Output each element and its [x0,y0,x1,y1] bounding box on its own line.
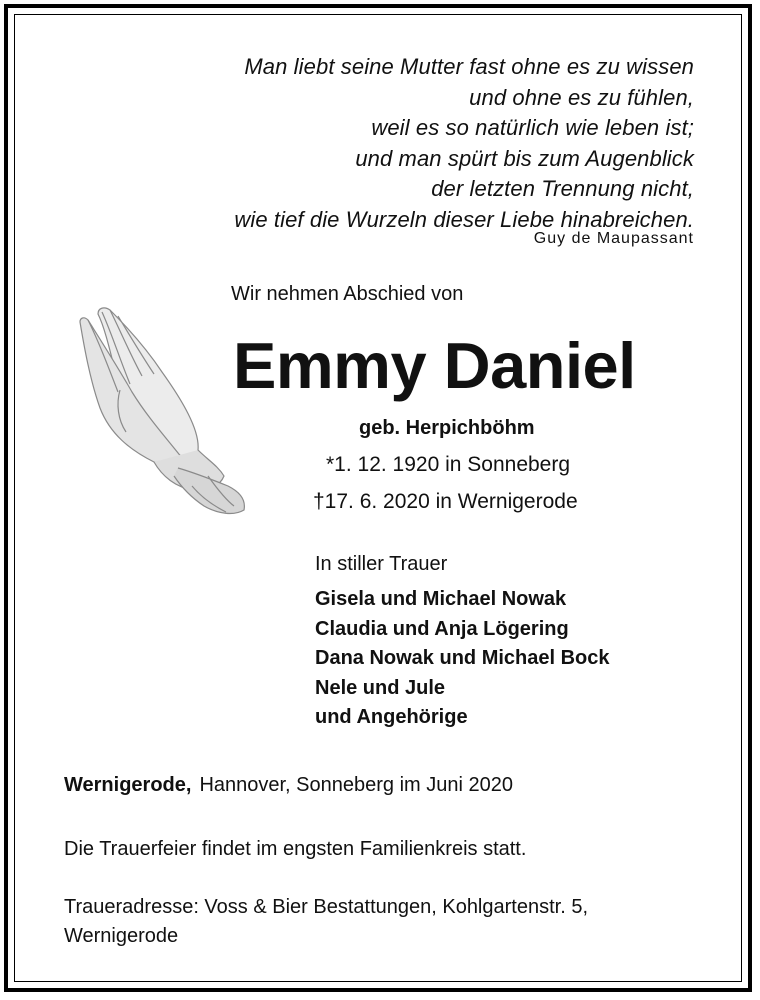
farewell-intro: Wir nehmen Abschied von [231,283,464,305]
quote-line: Man liebt seine Mutter fast ohne es zu wissen [244,54,694,79]
ceremony-note: Die Trauerfeier findet im engsten Familienkreis statt. [64,838,527,860]
quote-author: Guy de Maupassant [533,230,694,247]
quote-line: wie tief die Wurzeln dieser Liebe hinabreichen. [234,206,694,232]
place-secondary: Hannover, Sonneberg im Juni 2020 [199,774,513,796]
mourner-name: Gisela und Michael Nowak [315,588,567,610]
mourner-name: Nele und Jule [315,676,446,699]
mourner-name: und Angehörige [315,706,468,728]
place-date-line [64,774,513,797]
praying-hands-icon [58,300,248,525]
quote-line: weil es so natürlich wie leben ist; [371,115,694,140]
mourners-list [315,585,610,733]
death-date: †17. 6. 2020 in Wernigerode [313,490,578,513]
deceased-name: Emmy Daniel [233,329,636,402]
quote-block [134,52,694,235]
mourner-name: Dana Nowak und Michael Bock [315,647,610,669]
maiden-name: geb. Herpichböhm [359,417,535,439]
mourning-address [64,893,704,951]
address-line: Traueradresse: Voss & Bier Bestattungen, Kohlgartenstr. 5, [64,896,588,918]
mourning-title: In stiller Trauer [315,553,448,575]
quote-line: und ohne es zu fühlen, [469,84,694,110]
place-primary: Wernigerode, [64,774,192,796]
quote-line: der letzten Trennung nicht, [431,176,694,201]
mourner-name: Claudia und Anja Lögering [315,617,569,640]
quote-line: und man spürt bis zum Augenblick [355,145,694,171]
birth-date: *1. 12. 1920 in Sonneberg [326,453,571,476]
address-line: Wernigerode [64,925,179,947]
